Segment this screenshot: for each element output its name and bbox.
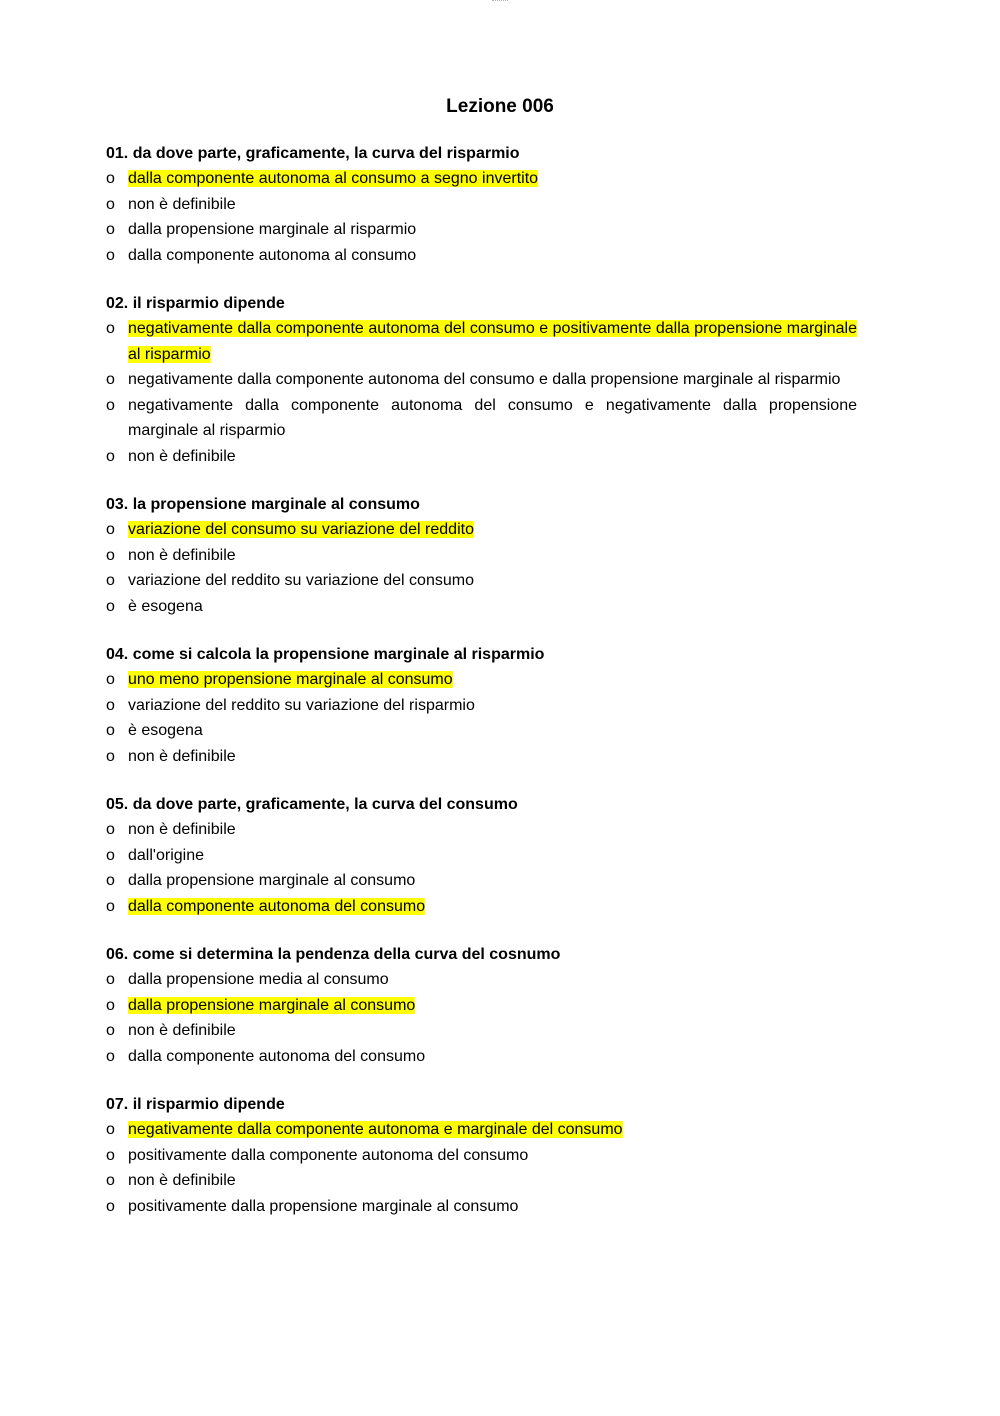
option-item bbox=[106, 718, 896, 744]
option-text bbox=[128, 316, 857, 367]
question-label: come si calcola la propensione marginale al risparmio bbox=[132, 646, 545, 663]
answer-text: variazione del reddito su variazione del risparmio bbox=[128, 696, 475, 714]
option-text bbox=[128, 1172, 236, 1189]
bullet-icon: o bbox=[106, 1121, 115, 1138]
option-text bbox=[128, 898, 425, 915]
option-item bbox=[106, 393, 896, 444]
option-text bbox=[128, 196, 236, 213]
option-item bbox=[106, 843, 896, 869]
bullet-icon: o bbox=[106, 195, 115, 213]
option-item bbox=[106, 1168, 896, 1194]
question-text bbox=[106, 792, 896, 817]
highlighted-answer: negativamente dalla componente autonoma e marginale del consumo bbox=[128, 1121, 623, 1138]
question-02 bbox=[106, 291, 896, 469]
option-list bbox=[106, 967, 896, 1069]
question-03 bbox=[106, 492, 896, 619]
answer-text: positivamente dalla componente autonoma del consumo bbox=[128, 1146, 529, 1164]
question-04 bbox=[106, 642, 896, 769]
option-list bbox=[106, 517, 896, 619]
bullet-icon: o bbox=[106, 671, 115, 688]
question-text bbox=[106, 642, 896, 667]
option-text bbox=[128, 1048, 425, 1065]
answer-text: dalla propensione media al consumo bbox=[128, 971, 389, 988]
option-item-correct bbox=[106, 894, 896, 920]
option-item bbox=[106, 192, 896, 218]
question-number: 02. bbox=[106, 295, 129, 312]
answer-text: non è definibile bbox=[128, 747, 236, 765]
option-item bbox=[106, 868, 896, 894]
bullet-icon: o bbox=[106, 246, 115, 264]
option-text bbox=[128, 748, 236, 765]
option-item-correct bbox=[106, 316, 896, 367]
question-number: 07. bbox=[106, 1096, 129, 1113]
option-item-correct bbox=[106, 166, 896, 192]
option-item bbox=[106, 568, 896, 594]
answer-text: non è definibile bbox=[128, 447, 236, 465]
highlighted-answer: dalla componente autonoma al consumo a segno invertito bbox=[128, 170, 539, 187]
bullet-icon: o bbox=[106, 897, 115, 915]
option-list bbox=[106, 667, 896, 769]
bullet-icon: o bbox=[106, 320, 115, 337]
question-06 bbox=[106, 942, 896, 1069]
answer-text: dalla propensione marginale al risparmio bbox=[128, 221, 417, 238]
question-label: la propensione marginale al consumo bbox=[132, 496, 420, 513]
question-label: il risparmio dipende bbox=[132, 1096, 285, 1113]
option-text bbox=[128, 393, 857, 444]
answer-text: positivamente dalla propensione marginale al consumo bbox=[128, 1197, 519, 1215]
bullet-icon: o bbox=[106, 597, 115, 615]
bullet-icon: o bbox=[106, 846, 115, 864]
option-text bbox=[128, 821, 236, 838]
bullet-icon: o bbox=[106, 572, 115, 589]
question-07 bbox=[106, 1092, 896, 1219]
option-item-correct bbox=[106, 1117, 896, 1143]
bullet-icon: o bbox=[106, 1197, 115, 1215]
option-text bbox=[128, 872, 415, 889]
option-text bbox=[128, 572, 474, 589]
option-text bbox=[128, 1147, 528, 1164]
option-text bbox=[128, 1198, 518, 1215]
question-label: da dove parte, graficamente, la curva del risparmio bbox=[132, 145, 520, 162]
option-text bbox=[128, 697, 475, 714]
question-label: il risparmio dipende bbox=[132, 295, 285, 312]
option-text bbox=[128, 247, 416, 264]
option-item-correct bbox=[106, 993, 896, 1019]
option-item bbox=[106, 817, 896, 843]
bullet-icon: o bbox=[106, 1047, 115, 1065]
question-text bbox=[106, 1092, 896, 1117]
option-text bbox=[128, 170, 538, 187]
option-text bbox=[128, 221, 416, 238]
question-text bbox=[106, 492, 896, 517]
bullet-icon: o bbox=[106, 371, 115, 388]
question-number: 01. bbox=[106, 145, 129, 162]
answer-text: non è definibile bbox=[128, 1172, 236, 1189]
option-list bbox=[106, 817, 896, 919]
answer-text: negativamente dalla componente autonoma del consumo e dalla propensione marginale al risparmio bbox=[128, 371, 841, 388]
option-text bbox=[128, 971, 389, 988]
option-item bbox=[106, 693, 896, 719]
option-item bbox=[106, 1044, 896, 1070]
bullet-icon: o bbox=[106, 996, 115, 1014]
question-label: da dove parte, graficamente, la curva del consumo bbox=[132, 796, 518, 813]
bullet-icon: o bbox=[106, 521, 115, 538]
option-item bbox=[106, 217, 896, 243]
page-title: Lezione 006 bbox=[446, 96, 554, 117]
answer-text: dalla componente autonoma al consumo bbox=[128, 246, 417, 264]
answer-text: è esogena bbox=[128, 597, 203, 615]
bullet-icon: o bbox=[106, 696, 115, 714]
bullet-icon: o bbox=[106, 1172, 115, 1189]
answer-text: variazione del reddito su variazione del consumo bbox=[128, 572, 474, 589]
option-item-correct bbox=[106, 517, 896, 543]
answer-text: non è definibile bbox=[128, 821, 236, 838]
answer-text: dalla propensione marginale al consumo bbox=[128, 872, 416, 889]
header-mark bbox=[492, 0, 508, 3]
highlighted-answer: dalla componente autonoma del consumo bbox=[128, 897, 426, 915]
option-item bbox=[106, 444, 896, 470]
question-05 bbox=[106, 792, 896, 919]
answer-text: dall'origine bbox=[128, 846, 204, 864]
bullet-icon: o bbox=[106, 170, 115, 187]
question-number: 04. bbox=[106, 646, 129, 663]
answer-text: dalla componente autonoma del consumo bbox=[128, 1047, 426, 1065]
option-item bbox=[106, 367, 896, 393]
answer-text: non è definibile bbox=[128, 1022, 236, 1039]
highlighted-answer: dalla propensione marginale al consumo bbox=[128, 996, 416, 1014]
option-item bbox=[106, 243, 896, 269]
option-text bbox=[128, 1022, 236, 1039]
highlighted-answer: negativamente dalla componente autonoma del consumo e positivamente dalla propensione marginale al risparmio bbox=[128, 320, 857, 363]
bullet-icon: o bbox=[106, 221, 115, 238]
option-item bbox=[106, 1018, 896, 1044]
option-text bbox=[128, 521, 474, 538]
option-item bbox=[106, 1143, 896, 1169]
bullet-icon: o bbox=[106, 747, 115, 765]
option-list bbox=[106, 1117, 896, 1219]
bullet-icon: o bbox=[106, 1022, 115, 1039]
question-text bbox=[106, 141, 896, 166]
option-text bbox=[128, 671, 453, 688]
question-number: 06. bbox=[106, 946, 129, 963]
bullet-icon: o bbox=[106, 821, 115, 838]
answer-text: negativamente dalla componente autonoma del consumo e negativamente dalla propensione marginale al risparmio bbox=[128, 396, 857, 439]
question-01 bbox=[106, 141, 896, 268]
answer-text: è esogena bbox=[128, 722, 203, 739]
bullet-icon: o bbox=[106, 546, 115, 564]
option-text bbox=[128, 598, 203, 615]
option-text bbox=[128, 847, 204, 864]
option-item bbox=[106, 967, 896, 993]
question-text bbox=[106, 942, 896, 967]
highlighted-answer: uno meno propensione marginale al consumo bbox=[128, 671, 453, 688]
bullet-icon: o bbox=[106, 447, 115, 465]
option-text bbox=[128, 448, 236, 465]
bullet-icon: o bbox=[106, 872, 115, 889]
option-text bbox=[128, 722, 203, 739]
answer-text: non è definibile bbox=[128, 195, 236, 213]
option-text bbox=[128, 371, 840, 388]
option-list bbox=[106, 166, 896, 268]
option-list bbox=[106, 316, 896, 469]
option-item bbox=[106, 744, 896, 770]
bullet-icon: o bbox=[106, 1146, 115, 1164]
question-number: 03. bbox=[106, 496, 129, 513]
option-text bbox=[128, 547, 236, 564]
question-text bbox=[106, 291, 896, 316]
option-item bbox=[106, 543, 896, 569]
bullet-icon: o bbox=[106, 971, 115, 988]
option-text bbox=[128, 997, 415, 1014]
question-label: come si determina la pendenza della curva del cosnumo bbox=[132, 946, 561, 963]
question-number: 05. bbox=[106, 796, 129, 813]
option-item-correct bbox=[106, 667, 896, 693]
highlighted-answer: variazione del consumo su variazione del reddito bbox=[128, 521, 474, 538]
bullet-icon: o bbox=[106, 396, 115, 414]
option-item bbox=[106, 594, 896, 620]
question-list bbox=[106, 141, 896, 1242]
option-item bbox=[106, 1194, 896, 1220]
option-text bbox=[128, 1121, 623, 1138]
bullet-icon: o bbox=[106, 722, 115, 739]
answer-text: non è definibile bbox=[128, 546, 236, 564]
